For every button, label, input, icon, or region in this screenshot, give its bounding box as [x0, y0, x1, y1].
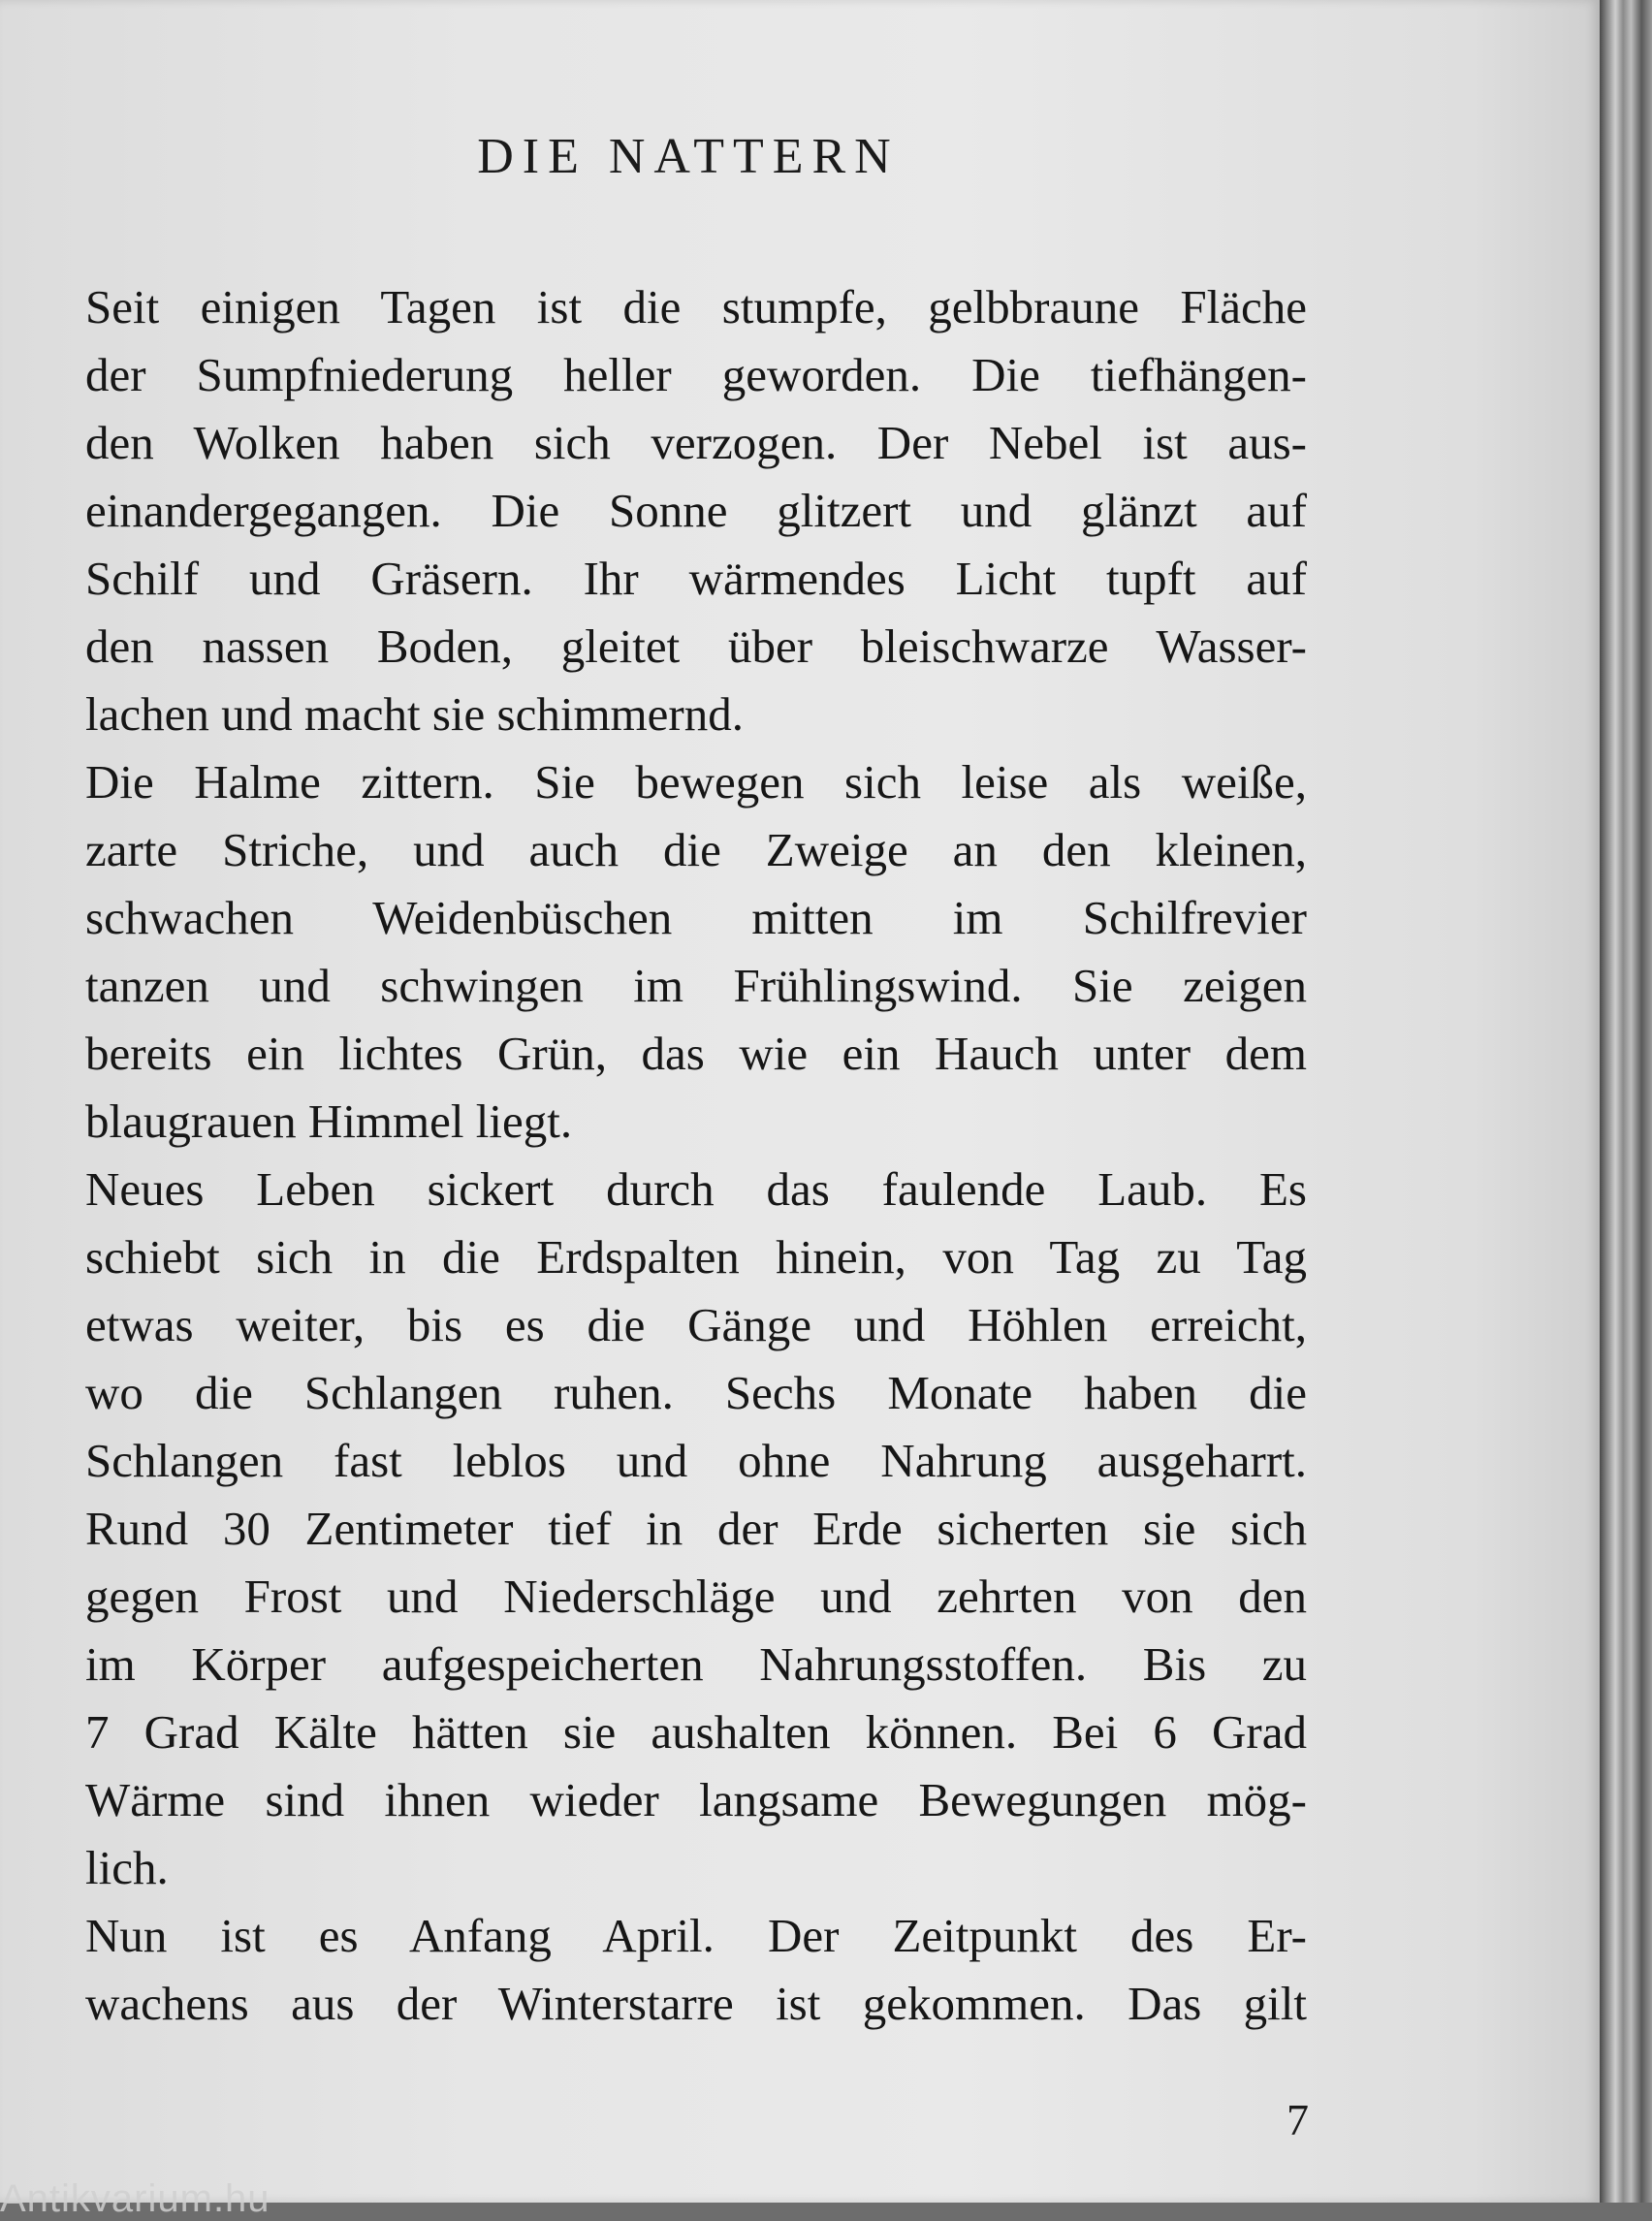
text-line: Schlangen fast leblos und ohne Nahrung ausgeharrt.: [85, 1434, 1307, 1487]
text-line: Nun ist es Anfang April. Der Zeitpunkt des Er-: [85, 1909, 1307, 1962]
text-line: einandergegangen. Die Sonne glitzert und glänzt auf: [85, 484, 1307, 537]
book-binding-edge: [1600, 0, 1652, 2203]
text-line: etwas weiter, bis es die Gänge und Höhlen erreicht,: [85, 1298, 1307, 1351]
watermark: Antikvarium.hu: [0, 2177, 270, 2220]
text-line: wachens aus der Winterstarre ist gekommen. Das gilt: [85, 1977, 1307, 2030]
text-line: 7 Grad Kälte hätten sie aushalten können. Bei 6 Grad: [85, 1705, 1307, 1759]
chapter-title: DIE NATTERN: [477, 129, 900, 184]
text-line: wo die Schlangen ruhen. Sechs Monate haben die: [85, 1366, 1307, 1419]
text-line: Rund 30 Zentimeter tief in der Erde sicherten sie sich: [85, 1502, 1307, 1555]
text-line: bereits ein lichtes Grün, das wie ein Hauch unter dem: [85, 1027, 1307, 1080]
text-line: Wärme sind ihnen wieder langsame Bewegungen mög-: [85, 1773, 1307, 1826]
text-line: den nassen Boden, gleitet über bleischwarze Wasser-: [85, 619, 1307, 673]
text-line: der Sumpfniederung heller geworden. Die tiefhängen-: [85, 348, 1307, 401]
text-line: gegen Frost und Niederschläge und zehrten von den: [85, 1570, 1307, 1623]
text-line: tanzen und schwingen im Frühlingswind. Sie zeigen: [85, 959, 1307, 1012]
text-line: Neues Leben sickert durch das faulende Laub. Es: [85, 1162, 1307, 1216]
text-line: im Körper aufgespeicherten Nahrungsstoffen. Bis zu: [85, 1637, 1307, 1691]
page-number: 7: [1287, 2095, 1309, 2144]
text-line: Seit einigen Tagen ist die stumpfe, gelbbraune Fläche: [85, 280, 1307, 333]
text-line: zarte Striche, und auch die Zweige an den kleinen,: [85, 823, 1307, 876]
text-line: lachen und macht sie schimmernd.: [85, 687, 744, 741]
body-text: [85, 273, 1307, 2038]
text-line: blaugrauen Himmel liegt.: [85, 1095, 573, 1148]
text-line: den Wolken haben sich verzogen. Der Nebel ist aus-: [85, 416, 1307, 469]
text-line: schwachen Weidenbüschen mitten im Schilfrevier: [85, 891, 1307, 944]
text-line: Schilf und Gräsern. Ihr wärmendes Licht tupft auf: [85, 552, 1307, 605]
text-line: lich.: [85, 1841, 169, 1894]
text-line: schiebt sich in die Erdspalten hinein, von Tag zu Tag: [85, 1230, 1307, 1284]
text-line: Die Halme zittern. Sie bewegen sich leise als weiße,: [85, 755, 1307, 809]
